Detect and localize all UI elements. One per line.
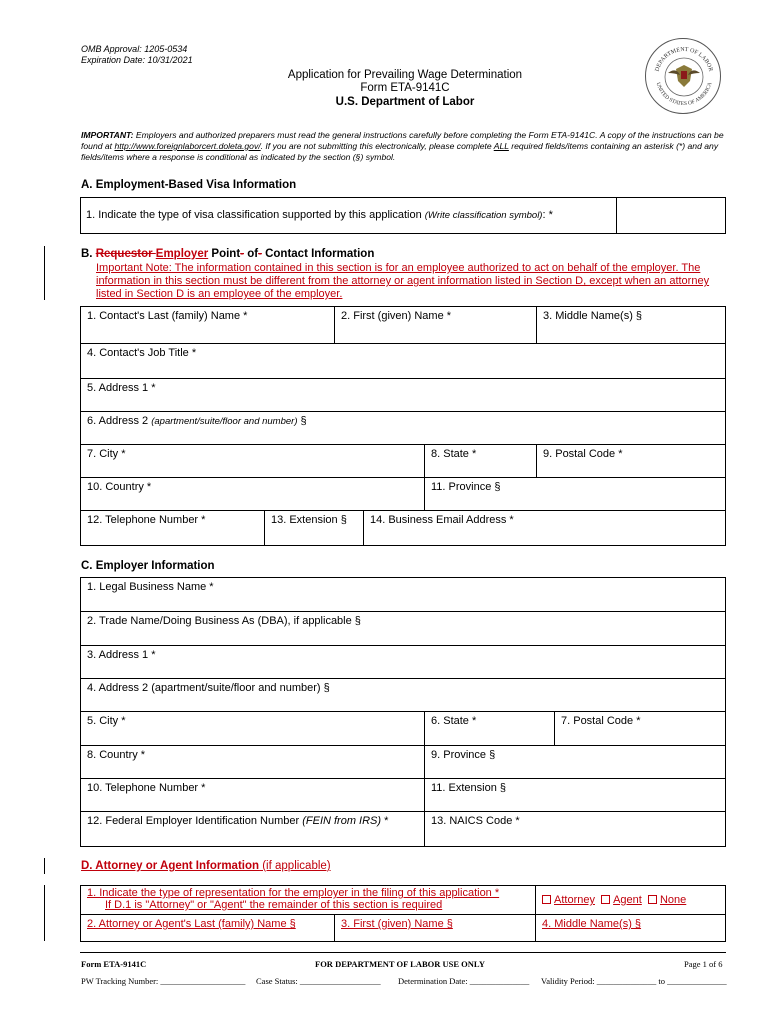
trade-name-label: 2. Trade Name/Doing Business As (DBA), if applicable § bbox=[87, 615, 361, 627]
contact-job-title-label: 4. Contact's Job Title * bbox=[87, 347, 197, 359]
revision-bar-d2 bbox=[44, 885, 45, 941]
footer-dol-use: FOR DEPARTMENT OF LABOR USE ONLY bbox=[315, 959, 485, 969]
legal-business-name-label: 1. Legal Business Name * bbox=[87, 581, 214, 593]
visa-classification-input[interactable] bbox=[616, 197, 726, 234]
trade-name-field[interactable] bbox=[80, 611, 726, 646]
contact-address1-field[interactable] bbox=[80, 378, 726, 412]
employer-telephone-label: 10. Telephone Number * bbox=[87, 782, 206, 794]
section-b-inserted: Employer bbox=[155, 248, 209, 260]
contact-middle-name-field[interactable] bbox=[536, 306, 726, 344]
contact-email-label: 14. Business Email Address * bbox=[370, 514, 514, 526]
revision-bar bbox=[44, 246, 45, 300]
option-agent-label: Agent bbox=[613, 894, 642, 906]
contact-first-name-label: 2. First (given) Name * bbox=[341, 310, 452, 322]
contact-address2-label: 6. Address 2 bbox=[87, 415, 152, 427]
option-attorney[interactable] bbox=[542, 894, 595, 906]
section-b-rest: Contact Information bbox=[261, 248, 375, 260]
contact-country-field[interactable] bbox=[80, 477, 425, 511]
expiration-date: Expiration Date: 10/31/2021 bbox=[81, 55, 193, 65]
section-b-struck: Requestor bbox=[95, 248, 156, 260]
footer-case-status: Case Status: ___________________ bbox=[256, 976, 381, 986]
employer-province-label: 9. Province § bbox=[431, 749, 496, 761]
important-label: IMPORTANT: bbox=[81, 130, 134, 140]
revision-bar-d1 bbox=[44, 858, 45, 874]
agent-first-name-label: 3. First (given) Name § bbox=[341, 918, 453, 930]
footer-determination-date: Determination Date: ______________ bbox=[398, 976, 530, 986]
employer-country-field[interactable] bbox=[80, 745, 425, 779]
seal-text-top: DEPARTMENT OF LABOR bbox=[654, 46, 714, 73]
form-title: Application for Prevailing Wage Determination bbox=[287, 69, 523, 81]
visa-q1-suffix: : * bbox=[542, 209, 553, 221]
section-b-dash2: - bbox=[258, 248, 262, 260]
fein-label: 12. Federal Employer Identification Number bbox=[87, 815, 303, 827]
important-text: Employers and authorized preparers must read the general instructions carefully before completing the Form ETA-9141C. A copy of the instructions can be found at bbox=[81, 130, 724, 151]
representation-type-label: 1. Indicate the type of representation for the employer in the filing of this application * bbox=[87, 887, 500, 899]
representation-type-question bbox=[80, 885, 536, 915]
contact-country-label: 10. Country * bbox=[87, 481, 152, 493]
contact-middle-name-label: 3. Middle Name(s) § bbox=[543, 310, 643, 322]
footer-page: Page 1 of 6 bbox=[684, 959, 723, 969]
representation-options bbox=[535, 885, 726, 915]
contact-telephone-field[interactable] bbox=[80, 510, 265, 546]
footer-validity-period: Validity Period: ______________ to ______________ bbox=[541, 976, 727, 986]
contact-address2-hint: (apartment/suite/floor and number) bbox=[151, 416, 298, 427]
visa-q1-text: 1. Indicate the type of visa classification supported by this application bbox=[86, 209, 425, 221]
footer-tracking: PW Tracking Number: ____________________ bbox=[81, 976, 246, 986]
contact-province-label: 11. Province § bbox=[431, 481, 501, 493]
section-d-title: D. Attorney or Agent Information bbox=[81, 860, 260, 872]
contact-city-field[interactable] bbox=[80, 444, 425, 478]
contact-last-name-label: 1. Contact's Last (family) Name * bbox=[87, 310, 248, 322]
section-b-note: Important Note: The information contained in this section is for an employee authorized to act on behalf of the employer. The information in this section must be different from the attorney or agent information listed in Section D, except when an attorney listed in Section D is an employee of the employer. bbox=[96, 262, 710, 300]
section-b-prefix: B. bbox=[81, 248, 96, 260]
option-none[interactable] bbox=[648, 894, 686, 906]
important-instructions bbox=[81, 130, 726, 163]
section-c-heading: C. Employer Information bbox=[81, 560, 215, 572]
attorney-checkbox-icon[interactable] bbox=[542, 895, 551, 904]
section-b-point: Point bbox=[208, 248, 241, 260]
contact-postal-field[interactable] bbox=[536, 444, 726, 478]
employer-address2-label: 4. Address 2 (apartment/suite/floor and number) § bbox=[87, 682, 330, 694]
fein-sym: * bbox=[381, 815, 389, 827]
contact-email-field[interactable] bbox=[363, 510, 726, 546]
section-b-heading bbox=[81, 248, 374, 260]
visa-q1-hint: (Write classification symbol) bbox=[424, 210, 543, 221]
employer-telephone-field[interactable] bbox=[80, 778, 425, 812]
important-all: ALL bbox=[493, 141, 509, 151]
employer-address1-label: 3. Address 1 * bbox=[87, 649, 156, 661]
option-agent[interactable] bbox=[601, 894, 642, 906]
employer-province-field[interactable] bbox=[424, 745, 726, 779]
contact-last-name-field[interactable] bbox=[80, 306, 335, 344]
fein-field[interactable] bbox=[80, 811, 425, 847]
naics-code-field[interactable] bbox=[424, 811, 726, 847]
footer-divider bbox=[80, 952, 726, 953]
employer-state-field[interactable] bbox=[424, 711, 555, 746]
dol-seal-icon bbox=[645, 38, 721, 114]
omb-approval: OMB Approval: 1205-0534 bbox=[81, 44, 188, 54]
form-number: Form ETA-9141C bbox=[360, 82, 450, 94]
employer-city-label: 5. City * bbox=[87, 715, 126, 727]
none-checkbox-icon[interactable] bbox=[648, 895, 657, 904]
employer-address2-field[interactable] bbox=[80, 678, 726, 712]
contact-postal-label: 9. Postal Code * bbox=[543, 448, 623, 460]
contact-job-title-field[interactable] bbox=[80, 343, 726, 379]
agent-first-name-field[interactable] bbox=[334, 914, 536, 942]
contact-address2-field[interactable] bbox=[80, 411, 726, 445]
employer-city-field[interactable] bbox=[80, 711, 425, 746]
contact-telephone-label: 12. Telephone Number * bbox=[87, 514, 206, 526]
employer-extension-field[interactable] bbox=[424, 778, 726, 812]
footer-form-id: Form ETA-9141C bbox=[81, 959, 147, 969]
section-a-heading: A. Employment-Based Visa Information bbox=[81, 179, 297, 191]
employer-postal-field[interactable] bbox=[554, 711, 726, 746]
section-b-of: of bbox=[244, 248, 259, 260]
agent-checkbox-icon[interactable] bbox=[601, 895, 610, 904]
option-none-label: None bbox=[659, 894, 687, 906]
visa-classification-label bbox=[86, 209, 553, 221]
section-d-suffix: (if applicable) bbox=[259, 860, 331, 872]
representation-note: If D.1 is "Attorney" or "Agent" the remainder of this section is required bbox=[105, 899, 443, 911]
contact-first-name-field[interactable] bbox=[334, 306, 537, 344]
contact-extension-field[interactable] bbox=[264, 510, 364, 546]
option-attorney-label: Attorney bbox=[554, 894, 595, 906]
contact-address1-label: 5. Address 1 * bbox=[87, 382, 156, 394]
contact-state-field[interactable] bbox=[424, 444, 537, 478]
agent-last-name-label: 2. Attorney or Agent's Last (family) Name § bbox=[87, 918, 296, 930]
contact-state-label: 8. State * bbox=[431, 448, 477, 460]
employer-extension-label: 11. Extension § bbox=[431, 782, 507, 794]
agent-middle-name-field[interactable] bbox=[535, 914, 726, 942]
agent-middle-name-label: 4. Middle Name(s) § bbox=[542, 918, 642, 930]
instructions-link[interactable]: http://www.foreignlaborcert.doleta.gov/ bbox=[114, 141, 261, 151]
omb-info bbox=[81, 44, 193, 66]
section-b-dash1: - bbox=[240, 248, 244, 260]
contact-province-field[interactable] bbox=[424, 477, 726, 511]
section-d-heading bbox=[81, 860, 331, 872]
agent-last-name-field[interactable] bbox=[80, 914, 335, 942]
employer-country-label: 8. Country * bbox=[87, 749, 146, 761]
seal-graphic bbox=[646, 39, 722, 115]
contact-address2-sym: § bbox=[297, 415, 307, 427]
seal-text-bottom: UNITED STATES OF AMERICA bbox=[654, 81, 714, 108]
important-text-2: . If you are not submitting this electronically, please complete bbox=[260, 141, 494, 151]
fein-hint: (FEIN from IRS) bbox=[302, 815, 382, 827]
naics-code-label: 13. NAICS Code * bbox=[431, 815, 520, 827]
contact-city-label: 7. City * bbox=[87, 448, 126, 460]
legal-business-name-field[interactable] bbox=[80, 577, 726, 612]
employer-postal-label: 7. Postal Code * bbox=[561, 715, 641, 727]
important-text-3: required fields/items containing an asterisk (*) and any fields/items where a response is conditional as indicated by the section (§) symbol. bbox=[81, 141, 719, 162]
employer-state-label: 6. State * bbox=[431, 715, 477, 727]
employer-address1-field[interactable] bbox=[80, 645, 726, 679]
department-name: U.S. Department of Labor bbox=[335, 96, 475, 108]
contact-extension-label: 13. Extension § bbox=[271, 514, 347, 526]
